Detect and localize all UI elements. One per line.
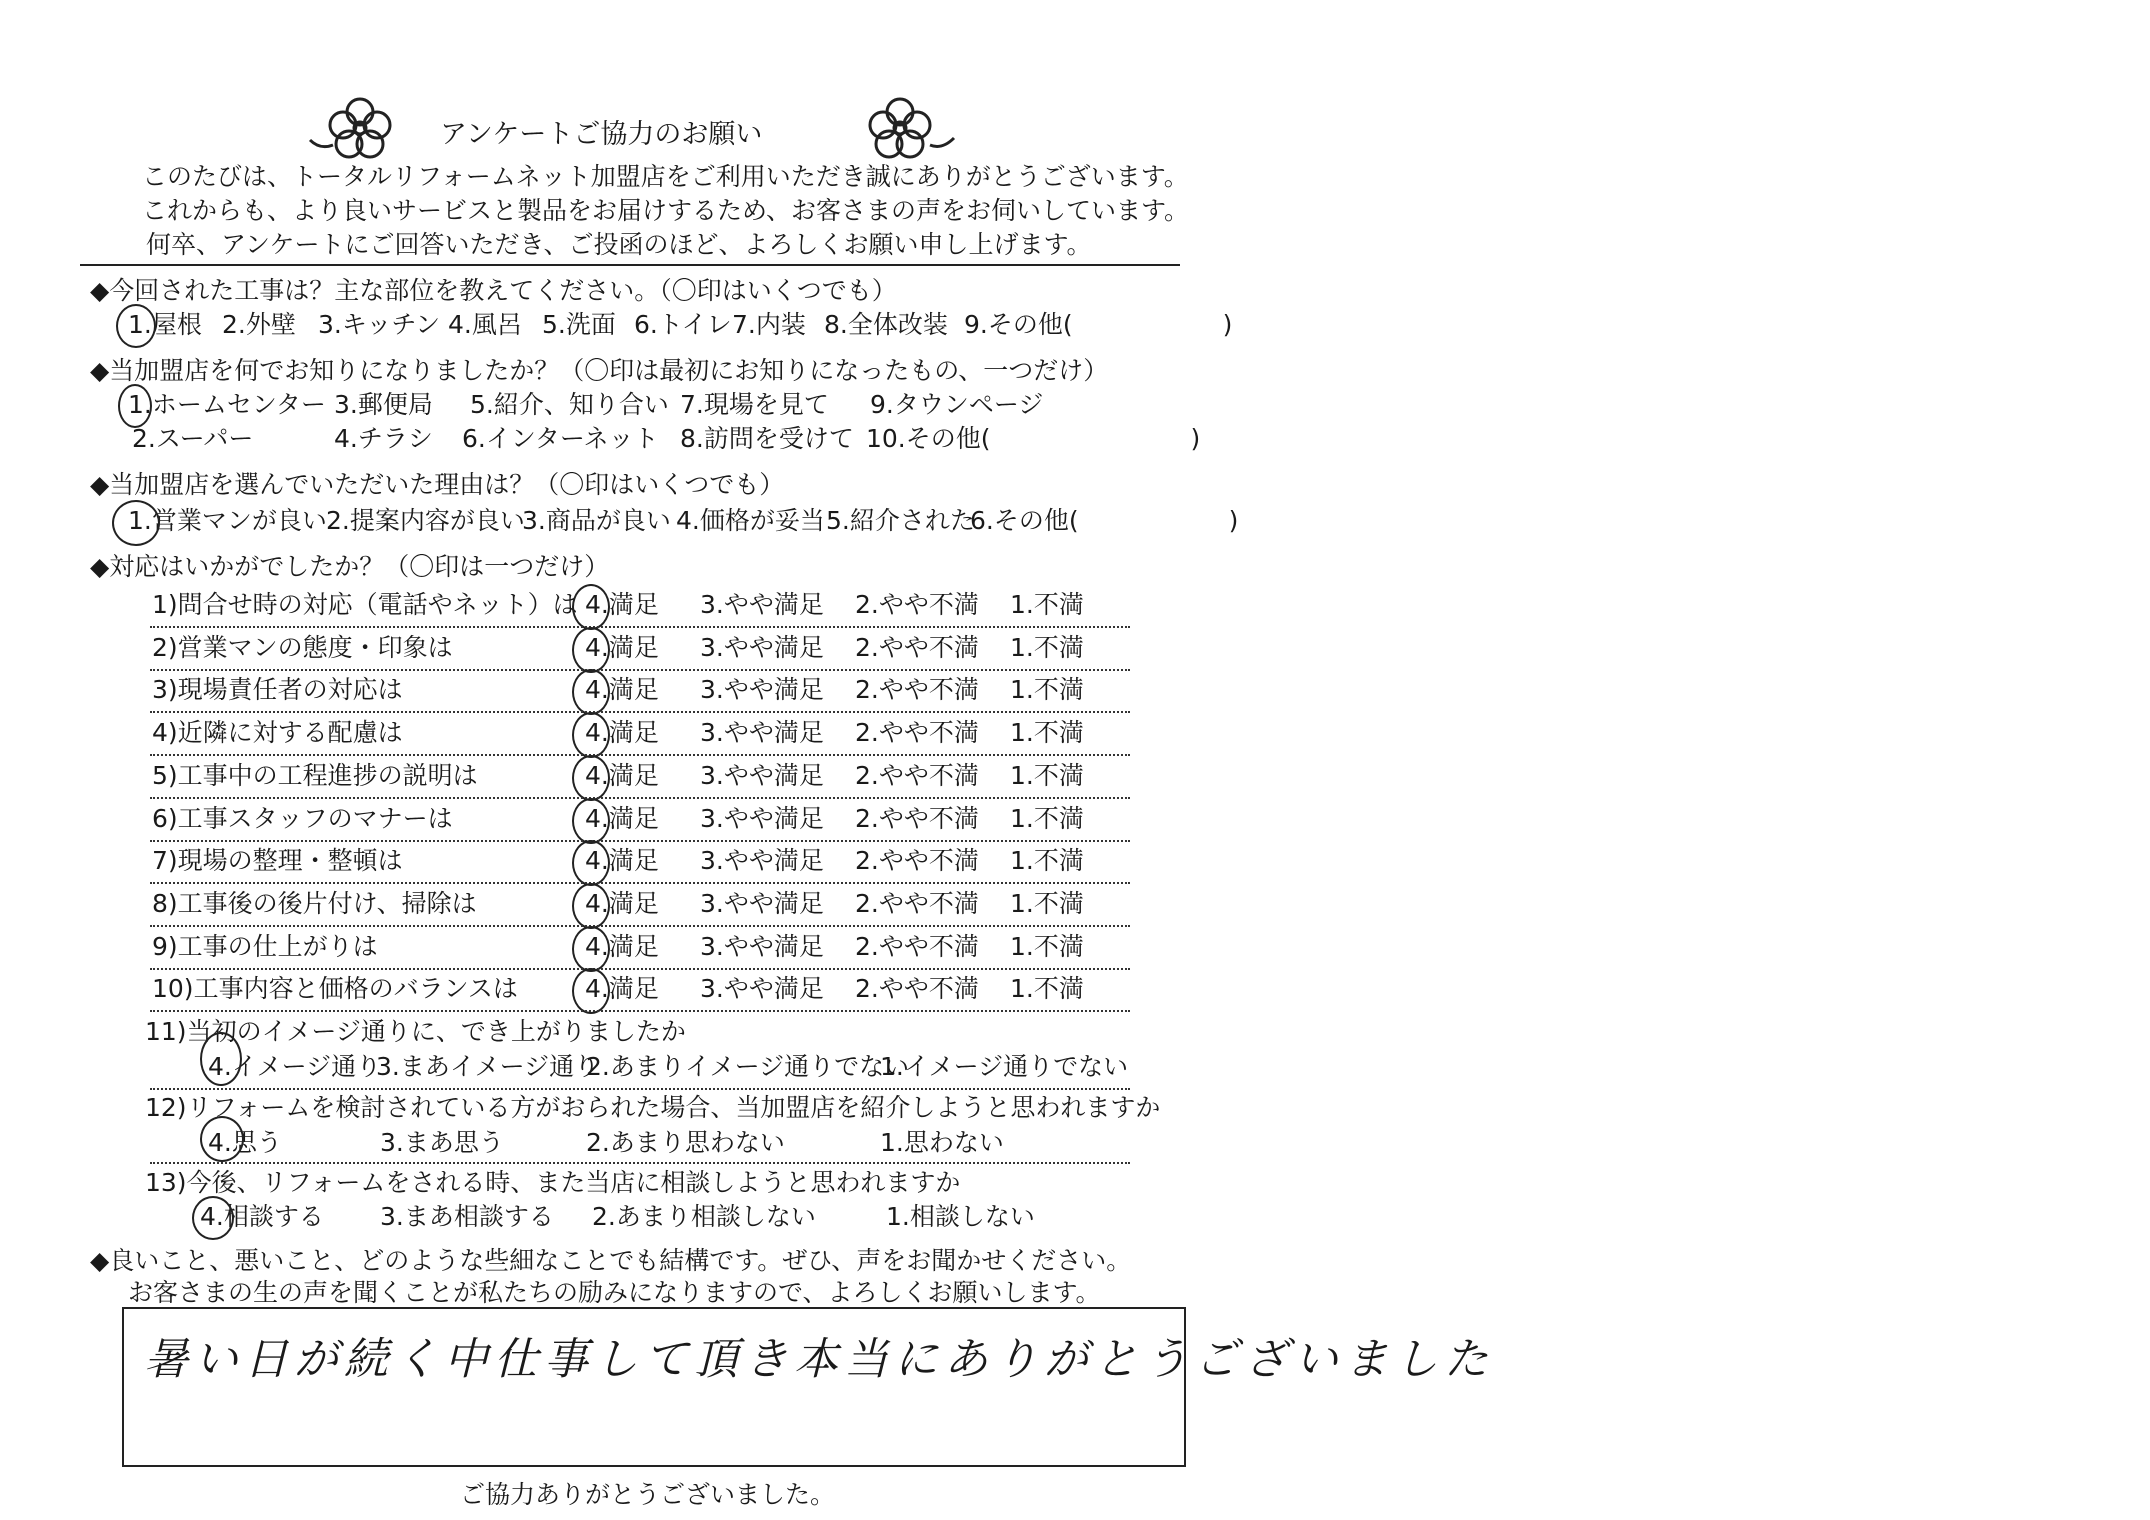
- q4-item-label: 4)近隣に対する配慮は: [152, 718, 403, 747]
- q4-scale-option[interactable]: 4.満足: [585, 675, 659, 704]
- row-divider: [150, 1088, 1130, 1090]
- q4-scale-option[interactable]: 3.やや満足: [700, 718, 824, 747]
- q4-scale-option[interactable]: 4.満足: [585, 846, 659, 875]
- q2-option[interactable]: 3.郵便局: [334, 390, 433, 419]
- q4-scale-option[interactable]: 4.満足: [585, 718, 659, 747]
- row-divider: [150, 882, 1130, 884]
- q4-scale-option[interactable]: 2.やや不満: [855, 846, 979, 875]
- q4-scale-option[interactable]: 3.やや満足: [700, 633, 824, 662]
- q4-scale-option[interactable]: 1.不満: [1010, 889, 1084, 918]
- q4-item-label: 5)工事中の工程進捗の説明は: [152, 761, 478, 790]
- q4-scale-option[interactable]: 1.不満: [1010, 590, 1084, 619]
- q4-item-label: 2)営業マンの態度・印象は: [152, 633, 453, 662]
- q12-option[interactable]: 2.あまり思わない: [586, 1128, 785, 1157]
- q2-option[interactable]: 10.その他( ): [866, 424, 1201, 453]
- q4-scale-option[interactable]: 1.不満: [1010, 633, 1084, 662]
- q4-item-label: 10)工事内容と価格のバランスは: [152, 974, 518, 1003]
- q2-option[interactable]: 4.チラシ: [334, 424, 433, 453]
- q4-scale-option[interactable]: 2.やや不満: [855, 761, 979, 790]
- handwritten-comment: 暑い日が続く中仕事して頂き本当にありがとうございました: [144, 1334, 1494, 1385]
- q11-option[interactable]: 1.イメージ通りでない: [880, 1052, 1129, 1081]
- q4-scale-option[interactable]: 2.やや不満: [855, 889, 979, 918]
- page-title: アンケートご協力のお願い: [440, 119, 763, 150]
- q11-label: 11)当初のイメージ通りに、でき上がりましたか: [145, 1017, 686, 1046]
- q4-scale-option[interactable]: 4.満足: [585, 633, 659, 662]
- q11-option[interactable]: 3.まあイメージ通り: [376, 1052, 600, 1081]
- q4-scale-option[interactable]: 2.やや不満: [855, 590, 979, 619]
- q4-scale-option[interactable]: 3.やや満足: [700, 804, 824, 833]
- answer-circle: [572, 798, 610, 844]
- q3-label: ◆当加盟店を選んでいただいた理由は？（〇印はいくつでも）: [90, 470, 785, 499]
- comments-box[interactable]: [122, 1307, 1494, 1467]
- q4-scale-option[interactable]: 4.満足: [585, 804, 659, 833]
- q1-label: ◆今回された工事は？主な部位を教えてください。（〇印はいくつでも）: [90, 276, 897, 305]
- q3-option[interactable]: 4.価格が妥当: [676, 506, 825, 535]
- comments-label: ◆良いこと、悪いこと、どのような些細なことでも結構です。ぜひ、声をお聞かせください。: [90, 1246, 1132, 1275]
- divider: [80, 264, 1180, 266]
- q4-scale-option[interactable]: 3.やや満足: [700, 675, 824, 704]
- q13-label: 13)今後、リフォームをされる時、また当店に相談しようと思われますか: [145, 1168, 961, 1197]
- q4-item-label: 3)現場責任者の対応は: [152, 675, 403, 704]
- q2-option[interactable]: 5.紹介、知り合い: [470, 390, 669, 419]
- footer-thanks: ご協力ありがとうございました。: [460, 1480, 836, 1509]
- q4-scale-option[interactable]: 1.不満: [1010, 974, 1084, 1003]
- q13-option[interactable]: 3.まあ相談する: [380, 1202, 554, 1231]
- answer-circle: [572, 712, 610, 758]
- intro-line-3: 何卒、アンケートにご回答いただき、ご投函のほど、よろしくお願い申し上げます。: [146, 230, 1092, 259]
- q2-option[interactable]: 2.スーパー: [132, 424, 254, 453]
- q1-option[interactable]: 6.トイレ: [634, 310, 732, 339]
- q12-option[interactable]: 1.思わない: [880, 1128, 1004, 1157]
- q4-scale-option[interactable]: 2.やや不満: [855, 633, 979, 662]
- answer-circle: [192, 1196, 234, 1240]
- q12-option[interactable]: 4.思う: [208, 1128, 282, 1157]
- q13-option[interactable]: 4.相談する: [200, 1202, 324, 1231]
- q11-option[interactable]: 2.あまりイメージ通りでない: [586, 1052, 910, 1081]
- q1-option[interactable]: 5.洗面: [542, 310, 616, 339]
- flower-left-icon: [305, 90, 415, 160]
- q1-option[interactable]: 3.キッチン: [318, 310, 441, 339]
- q11-option[interactable]: 4.イメージ通り: [208, 1052, 382, 1081]
- q3-option[interactable]: 1.営業マンが良い: [128, 506, 327, 535]
- q3-option[interactable]: 6.その他( ): [970, 506, 1239, 535]
- answer-circle: [572, 926, 610, 972]
- q4-scale-option[interactable]: 4.満足: [585, 889, 659, 918]
- q1-option[interactable]: 7.内装: [732, 310, 806, 339]
- answer-circle: [572, 840, 610, 886]
- q4-item-label: 8)工事後の後片付け、掃除は: [152, 889, 477, 918]
- q2-option[interactable]: 1.ホームセンター: [128, 390, 326, 419]
- q2-option[interactable]: 8.訪問を受けて: [680, 424, 854, 453]
- q2-option[interactable]: 7.現場を見て: [680, 390, 829, 419]
- q4-scale-option[interactable]: 3.やや満足: [700, 974, 824, 1003]
- q4-scale-option[interactable]: 1.不満: [1010, 675, 1084, 704]
- answer-circle: [572, 755, 610, 801]
- row-divider: [150, 626, 1130, 628]
- q2-option[interactable]: 9.タウンページ: [870, 390, 1044, 419]
- q4-scale-option[interactable]: 3.やや満足: [700, 590, 824, 619]
- q4-scale-option[interactable]: 3.やや満足: [700, 761, 824, 790]
- intro-line-2: これからも、より良いサービスと製品をお届けするため、お客さまの声をお伺いしています。: [142, 196, 1190, 225]
- comments-label-2: お客さまの生の声を聞くことが私たちの励みになりますので、よろしくお願いします。: [128, 1278, 1101, 1307]
- q4-scale-option[interactable]: 3.やや満足: [700, 846, 824, 875]
- row-divider: [150, 1010, 1130, 1012]
- answer-circle: [118, 384, 152, 428]
- row-divider: [150, 1162, 1130, 1164]
- row-divider: [150, 711, 1130, 713]
- q4-scale-option[interactable]: 1.不満: [1010, 804, 1084, 833]
- answer-circle: [572, 584, 610, 630]
- answer-circle: [572, 883, 610, 929]
- q1-option[interactable]: 8.全体改装: [824, 310, 948, 339]
- q2-label: ◆当加盟店を何でお知りになりましたか？（〇印は最初にお知りになったもの、一つだけ）: [90, 356, 1109, 385]
- q4-scale-option[interactable]: 4.満足: [585, 974, 659, 1003]
- answer-circle: [116, 304, 156, 348]
- flower-right-icon: [850, 90, 960, 160]
- q4-item-label: 7)現場の整理・整頓は: [152, 846, 403, 875]
- answer-circle: [200, 1032, 242, 1086]
- q4-scale-option[interactable]: 4.満足: [585, 932, 659, 961]
- q4-label: ◆対応はいかがでしたか？（〇印は一つだけ）: [90, 552, 610, 581]
- q4-scale-option[interactable]: 3.やや満足: [700, 889, 824, 918]
- q4-scale-option[interactable]: 2.やや不満: [855, 718, 979, 747]
- row-divider: [150, 840, 1130, 842]
- row-divider: [150, 925, 1130, 927]
- q4-scale-option[interactable]: 1.不満: [1010, 718, 1084, 747]
- q4-scale-option[interactable]: 2.やや不満: [855, 804, 979, 833]
- q13-option[interactable]: 1.相談しない: [886, 1202, 1035, 1231]
- q1-option[interactable]: 9.その他( ): [964, 310, 1233, 339]
- q4-scale-option[interactable]: 3.やや満足: [700, 932, 824, 961]
- intro-line-1: このたびは、トータルリフォームネット加盟店をご利用いただき誠にありがとうございます。: [142, 162, 1189, 191]
- q3-option[interactable]: 5.紹介された: [826, 506, 975, 535]
- q4-scale-option[interactable]: 1.不満: [1010, 932, 1084, 961]
- q12-option[interactable]: 3.まあ思う: [380, 1128, 504, 1157]
- q4-scale-option[interactable]: 4.満足: [585, 761, 659, 790]
- q12-label: 12)リフォームを検討されている方がおられた場合、当加盟店を紹介しようと思われますか: [145, 1093, 1161, 1122]
- q1-option[interactable]: 2.外壁: [222, 310, 296, 339]
- q1-option[interactable]: 4.風呂: [448, 310, 522, 339]
- q4-scale-option[interactable]: 4.満足: [585, 590, 659, 619]
- q1-option[interactable]: 1.屋根: [128, 310, 202, 339]
- answer-circle: [572, 968, 610, 1014]
- q3-option[interactable]: 2.提案内容が良い: [326, 506, 525, 535]
- row-divider: [150, 797, 1130, 799]
- q4-scale-option[interactable]: 2.やや不満: [855, 675, 979, 704]
- answer-circle: [200, 1116, 244, 1162]
- answer-circle: [112, 500, 160, 546]
- row-divider: [150, 754, 1130, 756]
- row-divider: [150, 968, 1130, 970]
- q4-item-label: 9)工事の仕上がりは: [152, 932, 378, 961]
- q4-scale-option[interactable]: 2.やや不満: [855, 974, 979, 1003]
- q4-scale-option[interactable]: 1.不満: [1010, 846, 1084, 875]
- answer-circle: [572, 669, 610, 715]
- q4-item-label: 6)工事スタッフのマナーは: [152, 804, 453, 833]
- q4-scale-option[interactable]: 2.やや不満: [855, 932, 979, 961]
- q4-scale-option[interactable]: 1.不満: [1010, 761, 1084, 790]
- answer-circle: [572, 627, 610, 673]
- q13-option[interactable]: 2.あまり相談しない: [592, 1202, 816, 1231]
- q3-option[interactable]: 3.商品が良い: [522, 506, 671, 535]
- q2-option[interactable]: 6.インターネット: [462, 424, 659, 453]
- q4-item-label: 1)問合せ時の対応（電話やネット）は: [152, 590, 578, 619]
- row-divider: [150, 669, 1130, 671]
